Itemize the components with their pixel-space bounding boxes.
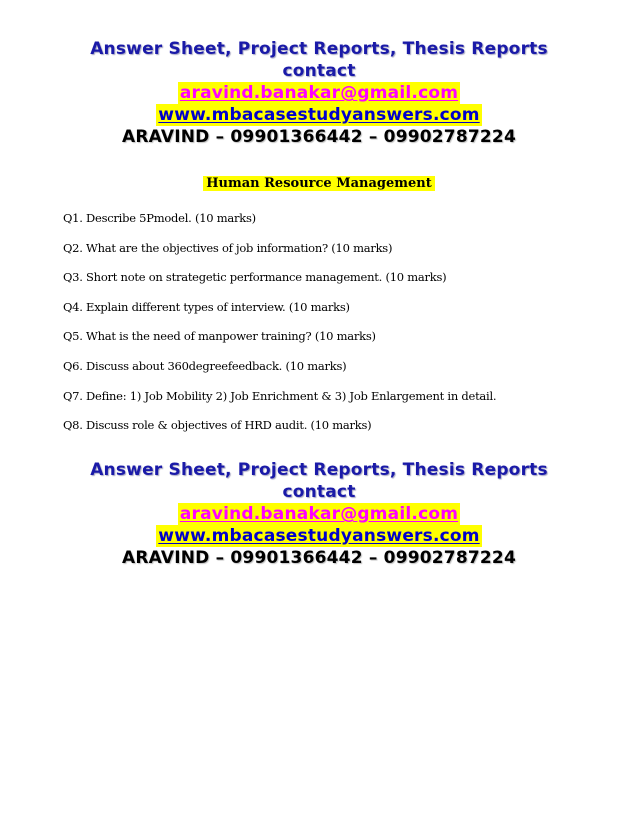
question-item: Q4. Explain different types of interview. (10 marks) — [63, 299, 350, 314]
subject-title: Human Resource Management — [203, 176, 435, 191]
question-item: Q5. What is the need of manpower training? (10 marks) — [63, 329, 376, 344]
question-item: Q3. Short note on strategetic performance management. (10 marks) — [63, 270, 447, 285]
question-item: Q2. What are the objectives of job information? (10 marks) — [63, 240, 393, 255]
question-item: Q8. Discuss role & objectives of HRD audit. (10 marks) — [63, 418, 372, 433]
phone-line: ARAVIND – 09901366442 – 09902787224 — [122, 548, 516, 568]
phone-line: ARAVIND – 09901366442 – 09902787224 — [122, 127, 516, 147]
website-link[interactable]: www.mbacasestudyanswers.com — [158, 526, 480, 546]
header-title-line-1: Answer Sheet, Project Reports, Thesis Reports — [90, 39, 548, 59]
contact-header-bottom — [0, 459, 638, 569]
question-item: Q7. Define: 1) Job Mobility 2) Job Enrichment & 3) Job Enlargement in detail. — [63, 388, 497, 403]
header-title-line-2: contact — [282, 482, 356, 502]
subject-heading — [0, 175, 638, 193]
question-item: Q1. Describe 5Pmodel. (10 marks) — [63, 211, 256, 225]
header-title-line-1: Answer Sheet, Project Reports, Thesis Reports — [90, 460, 548, 480]
email-link[interactable]: aravind.banakar@gmail.com — [179, 504, 459, 524]
website-link[interactable]: www.mbacasestudyanswers.com — [158, 105, 480, 125]
email-link[interactable]: aravind.banakar@gmail.com — [179, 83, 459, 103]
contact-header-top — [0, 38, 638, 148]
question-list — [63, 210, 496, 447]
question-item: Q6. Discuss about 360degreefeedback. (10 marks) — [63, 358, 347, 373]
header-title-line-2: contact — [282, 61, 356, 81]
